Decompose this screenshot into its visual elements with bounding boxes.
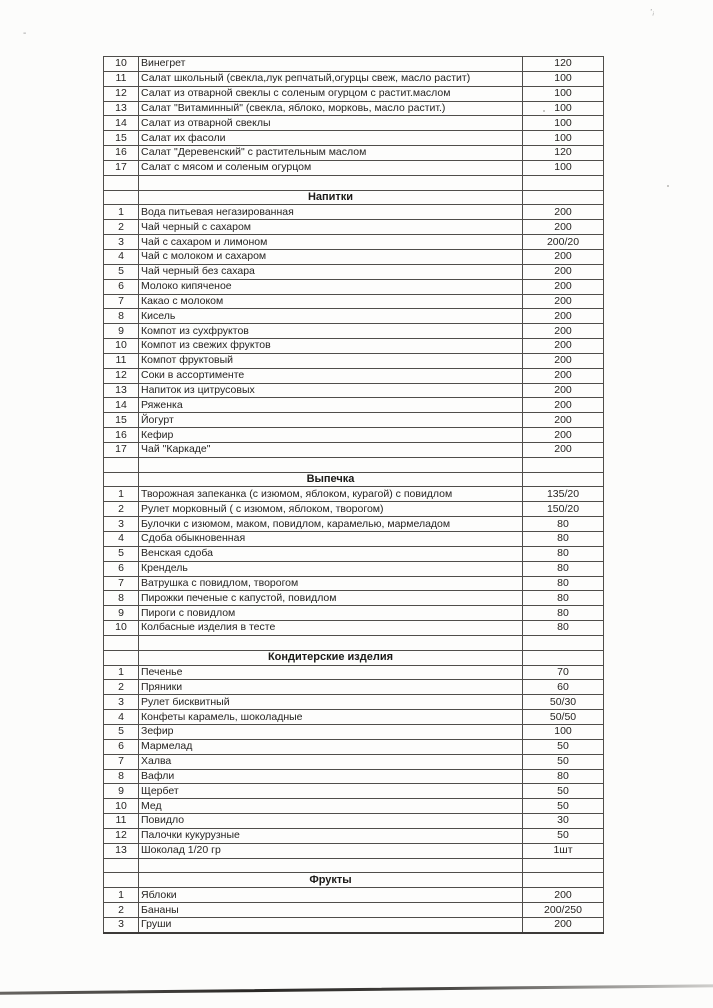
- item-portion-value: 200: [523, 279, 604, 294]
- row-number: 2: [104, 903, 139, 918]
- row-number: 3: [104, 235, 139, 250]
- row-number: 10: [104, 799, 139, 814]
- row-number: 16: [104, 428, 139, 443]
- spacer-cell: [139, 858, 523, 873]
- item-portion-value: 30: [523, 814, 604, 829]
- item-portion-value: 200: [523, 383, 604, 398]
- table-row: [104, 339, 604, 354]
- item-name: Салат "Витаминный" (свекла, яблоко, морковь, масло растит.): [139, 101, 523, 116]
- row-number: 17: [104, 160, 139, 175]
- row-number: 2: [104, 220, 139, 235]
- table-row: [104, 220, 604, 235]
- item-portion-value: 200: [523, 888, 604, 903]
- spacer-cell: [139, 635, 523, 650]
- item-portion-value: 200: [523, 353, 604, 368]
- row-number: 11: [104, 71, 139, 86]
- item-name: Ряженка: [139, 398, 523, 413]
- item-portion-value: 50/30: [523, 695, 604, 710]
- row-number: 4: [104, 532, 139, 547]
- item-portion-value: 100: [523, 131, 604, 146]
- item-name: Мед: [139, 799, 523, 814]
- spacer-cell: [104, 635, 139, 650]
- table-row: [104, 532, 604, 547]
- table-row: [104, 843, 604, 858]
- item-portion-value: 80: [523, 561, 604, 576]
- item-name: Пирожки печеные с капустой, повидлом: [139, 591, 523, 606]
- item-name: Печенье: [139, 665, 523, 680]
- spacer-cell: [139, 457, 523, 472]
- table-row: [104, 502, 604, 517]
- table-row: [104, 739, 604, 754]
- item-name: Салат школьный (свекла,лук репчатый,огурцы свеж, масло растит): [139, 71, 523, 86]
- row-number: 17: [104, 442, 139, 457]
- item-name: Соки в ассортименте: [139, 368, 523, 383]
- row-number: 7: [104, 576, 139, 591]
- row-number: 10: [104, 621, 139, 636]
- item-portion-value: 80: [523, 606, 604, 621]
- item-portion-value: 50/50: [523, 710, 604, 725]
- row-number: 6: [104, 739, 139, 754]
- item-name: Чай черный без сахара: [139, 264, 523, 279]
- row-number: 3: [104, 517, 139, 532]
- table-row: [104, 249, 604, 264]
- spacer-row: [104, 457, 604, 472]
- table-row: [104, 235, 604, 250]
- row-number: 1: [104, 205, 139, 220]
- item-portion-value: 50: [523, 754, 604, 769]
- item-name: Мармелад: [139, 739, 523, 754]
- item-name: Бананы: [139, 903, 523, 918]
- item-portion-value: 100: [523, 71, 604, 86]
- item-portion-value: 200: [523, 413, 604, 428]
- table-row: [104, 131, 604, 146]
- item-name: Компот из сухфруктов: [139, 324, 523, 339]
- table-row: [104, 546, 604, 561]
- row-number: 11: [104, 814, 139, 829]
- item-portion-value: 200: [523, 309, 604, 324]
- row-number: 13: [104, 383, 139, 398]
- menu-table-body: [104, 57, 604, 933]
- row-number: 14: [104, 116, 139, 131]
- item-portion-value: 200: [523, 428, 604, 443]
- table-row: [104, 57, 604, 72]
- table-row: [104, 487, 604, 502]
- table-row: [104, 754, 604, 769]
- table-row: [104, 205, 604, 220]
- section-header-row: [104, 650, 604, 665]
- item-name: Компот из свежих фруктов: [139, 339, 523, 354]
- item-name: Булочки с изюмом, маком, повидлом, карамелью, мармеладом: [139, 517, 523, 532]
- row-number: 16: [104, 146, 139, 161]
- spacer-cell: [104, 175, 139, 190]
- section-header-value-cell: [523, 873, 604, 888]
- item-portion-value: 200: [523, 249, 604, 264]
- row-number: 13: [104, 843, 139, 858]
- table-row: [104, 621, 604, 636]
- table-row: [104, 591, 604, 606]
- item-name: Щербет: [139, 784, 523, 799]
- item-name: Конфеты карамель, шоколадные: [139, 710, 523, 725]
- item-name: Салат "Деревенский" с растительным маслом: [139, 146, 523, 161]
- section-header-row: [104, 190, 604, 205]
- item-portion-value: 1шт: [523, 843, 604, 858]
- item-name: Зефир: [139, 724, 523, 739]
- section-header-value-cell: [523, 190, 604, 205]
- table-row: [104, 116, 604, 131]
- row-number: 8: [104, 591, 139, 606]
- table-row: [104, 888, 604, 903]
- item-portion-value: 80: [523, 621, 604, 636]
- item-name: Винегрет: [139, 57, 523, 72]
- item-portion-value: 100: [523, 724, 604, 739]
- row-number: 15: [104, 131, 139, 146]
- section-header-title: Фрукты: [139, 873, 523, 888]
- item-name: Колбасные изделия в тесте: [139, 621, 523, 636]
- item-portion-value: 200: [523, 220, 604, 235]
- table-row: [104, 680, 604, 695]
- item-portion-value: 80: [523, 591, 604, 606]
- item-name: Халва: [139, 754, 523, 769]
- row-number: 14: [104, 398, 139, 413]
- item-name: Сдоба обыкновенная: [139, 532, 523, 547]
- section-header-num-cell: [104, 650, 139, 665]
- row-number: 10: [104, 57, 139, 72]
- item-portion-value: 135/20: [523, 487, 604, 502]
- section-header-title: Напитки: [139, 190, 523, 205]
- section-header-value-cell: [523, 472, 604, 487]
- row-number: 13: [104, 101, 139, 116]
- scan-edge-line: [0, 984, 713, 995]
- row-number: 10: [104, 339, 139, 354]
- table-row: [104, 324, 604, 339]
- item-name: Чай черный с сахаром: [139, 220, 523, 235]
- table-row: [104, 428, 604, 443]
- section-header-row: [104, 873, 604, 888]
- item-portion-value: 50: [523, 784, 604, 799]
- table-row: [104, 769, 604, 784]
- table-row: [104, 828, 604, 843]
- spacer-row: [104, 635, 604, 650]
- item-portion-value: 200/250: [523, 903, 604, 918]
- item-portion-value: 200: [523, 442, 604, 457]
- row-number: 1: [104, 888, 139, 903]
- item-name: Вода питьевая негазированная: [139, 205, 523, 220]
- scan-artifact-left-dash: -: [23, 28, 27, 39]
- item-name: Салат из отварной свеклы: [139, 116, 523, 131]
- item-portion-value: 100: [523, 86, 604, 101]
- item-portion-value: 200: [523, 264, 604, 279]
- row-number: 1: [104, 487, 139, 502]
- table-row: [104, 398, 604, 413]
- table-row: [104, 784, 604, 799]
- section-header-num-cell: [104, 472, 139, 487]
- item-portion-value: 70: [523, 665, 604, 680]
- row-number: 9: [104, 606, 139, 621]
- table-row: [104, 665, 604, 680]
- item-name: Шоколад 1/20 гр: [139, 843, 523, 858]
- item-portion-value: 50: [523, 828, 604, 843]
- table-row: [104, 606, 604, 621]
- item-name: Рулет морковный ( с изюмом, яблоком, творогом): [139, 502, 523, 517]
- spacer-cell: [523, 635, 604, 650]
- item-name: Вафли: [139, 769, 523, 784]
- spacer-cell: [104, 457, 139, 472]
- spacer-cell: [523, 858, 604, 873]
- spacer-cell: [104, 858, 139, 873]
- item-portion-value: 200/20: [523, 235, 604, 250]
- row-number: 1: [104, 665, 139, 680]
- table-row: [104, 799, 604, 814]
- row-number: 8: [104, 309, 139, 324]
- item-portion-value: 120: [523, 57, 604, 72]
- item-portion-value: 200: [523, 205, 604, 220]
- item-name: Компот фруктовый: [139, 353, 523, 368]
- section-header-value-cell: [523, 650, 604, 665]
- table-row: [104, 814, 604, 829]
- item-name: Повидло: [139, 814, 523, 829]
- menu-price-table: [103, 56, 604, 934]
- table-row: [104, 86, 604, 101]
- item-portion-value: 80: [523, 769, 604, 784]
- table-row: [104, 903, 604, 918]
- item-portion-value: 200: [523, 324, 604, 339]
- section-header-num-cell: [104, 873, 139, 888]
- item-portion-value: 80: [523, 576, 604, 591]
- table-row: [104, 576, 604, 591]
- scan-speck: [667, 185, 669, 187]
- item-portion-value: 200: [523, 398, 604, 413]
- item-name: Груши: [139, 917, 523, 932]
- item-portion-value: 150/20: [523, 502, 604, 517]
- item-name: Молоко кипяченое: [139, 279, 523, 294]
- scan-artifact-top-right: ʼᵢ: [649, 7, 656, 18]
- item-portion-value: 80: [523, 532, 604, 547]
- row-number: 7: [104, 754, 139, 769]
- row-number: 4: [104, 249, 139, 264]
- table-row: [104, 279, 604, 294]
- item-name: Чай "Каркаде": [139, 442, 523, 457]
- row-number: 12: [104, 828, 139, 843]
- row-number: 9: [104, 324, 139, 339]
- item-portion-value: 100: [523, 101, 604, 116]
- spacer-row: [104, 858, 604, 873]
- item-name: Какао с молоком: [139, 294, 523, 309]
- item-portion-value: 100: [523, 116, 604, 131]
- item-name: Кисель: [139, 309, 523, 324]
- item-name: Йогурт: [139, 413, 523, 428]
- row-number: 12: [104, 86, 139, 101]
- row-number: 2: [104, 680, 139, 695]
- row-number: 6: [104, 561, 139, 576]
- table-row: [104, 442, 604, 457]
- spacer-cell: [523, 175, 604, 190]
- table-row: [104, 294, 604, 309]
- table-row: [104, 309, 604, 324]
- row-number: 9: [104, 784, 139, 799]
- row-number: 5: [104, 724, 139, 739]
- section-header-title: Кондитерские изделия: [139, 650, 523, 665]
- item-name: Пироги с повидлом: [139, 606, 523, 621]
- item-name: Чай с сахаром и лимоном: [139, 235, 523, 250]
- table-row: [104, 517, 604, 532]
- table-row: [104, 724, 604, 739]
- table-row: [104, 413, 604, 428]
- spacer-cell: [139, 175, 523, 190]
- row-number: 4: [104, 710, 139, 725]
- item-name: Салат с мясом и соленым огурцом: [139, 160, 523, 175]
- table-row: [104, 561, 604, 576]
- item-portion-value: 200: [523, 339, 604, 354]
- item-portion-value: 80: [523, 546, 604, 561]
- item-name: Яблоки: [139, 888, 523, 903]
- section-header-title: Выпечка: [139, 472, 523, 487]
- item-name: Салат из отварной свеклы с соленым огурцом с растит.маслом: [139, 86, 523, 101]
- row-number: 8: [104, 769, 139, 784]
- table-row: [104, 917, 604, 932]
- item-name: Салат их фасоли: [139, 131, 523, 146]
- item-name: Крендель: [139, 561, 523, 576]
- item-portion-value: 200: [523, 368, 604, 383]
- table-row: [104, 71, 604, 86]
- table-row: [104, 695, 604, 710]
- table-row: [104, 383, 604, 398]
- table-row: [104, 264, 604, 279]
- item-portion-value: 200: [523, 917, 604, 932]
- row-number: 2: [104, 502, 139, 517]
- spacer-row: [104, 175, 604, 190]
- row-number: 5: [104, 264, 139, 279]
- item-name: Ватрушка с повидлом, творогом: [139, 576, 523, 591]
- item-name: Творожная запеканка (с изюмом, яблоком, курагой) с повидлом: [139, 487, 523, 502]
- item-name: Палочки кукурузные: [139, 828, 523, 843]
- table-row: [104, 353, 604, 368]
- item-portion-value: 60: [523, 680, 604, 695]
- item-portion-value: 50: [523, 799, 604, 814]
- item-name: Чай с молоком и сахаром: [139, 249, 523, 264]
- row-number: 15: [104, 413, 139, 428]
- item-name: Кефир: [139, 428, 523, 443]
- item-name: Венская сдоба: [139, 546, 523, 561]
- row-number: 3: [104, 917, 139, 932]
- row-number: 7: [104, 294, 139, 309]
- item-name: Напиток из цитрусовых: [139, 383, 523, 398]
- spacer-cell: [523, 457, 604, 472]
- table-row: [104, 368, 604, 383]
- table-row: [104, 160, 604, 175]
- scan-speck: [543, 110, 545, 112]
- row-number: 12: [104, 368, 139, 383]
- item-portion-value: 80: [523, 517, 604, 532]
- section-header-row: [104, 472, 604, 487]
- table-row: [104, 101, 604, 116]
- item-name: Пряники: [139, 680, 523, 695]
- item-portion-value: 50: [523, 739, 604, 754]
- row-number: 11: [104, 353, 139, 368]
- item-portion-value: 100: [523, 160, 604, 175]
- table-row: [104, 710, 604, 725]
- section-header-num-cell: [104, 190, 139, 205]
- table-row: [104, 146, 604, 161]
- row-number: 5: [104, 546, 139, 561]
- item-name: Рулет бисквитный: [139, 695, 523, 710]
- row-number: 6: [104, 279, 139, 294]
- item-portion-value: 120: [523, 146, 604, 161]
- item-portion-value: 200: [523, 294, 604, 309]
- row-number: 3: [104, 695, 139, 710]
